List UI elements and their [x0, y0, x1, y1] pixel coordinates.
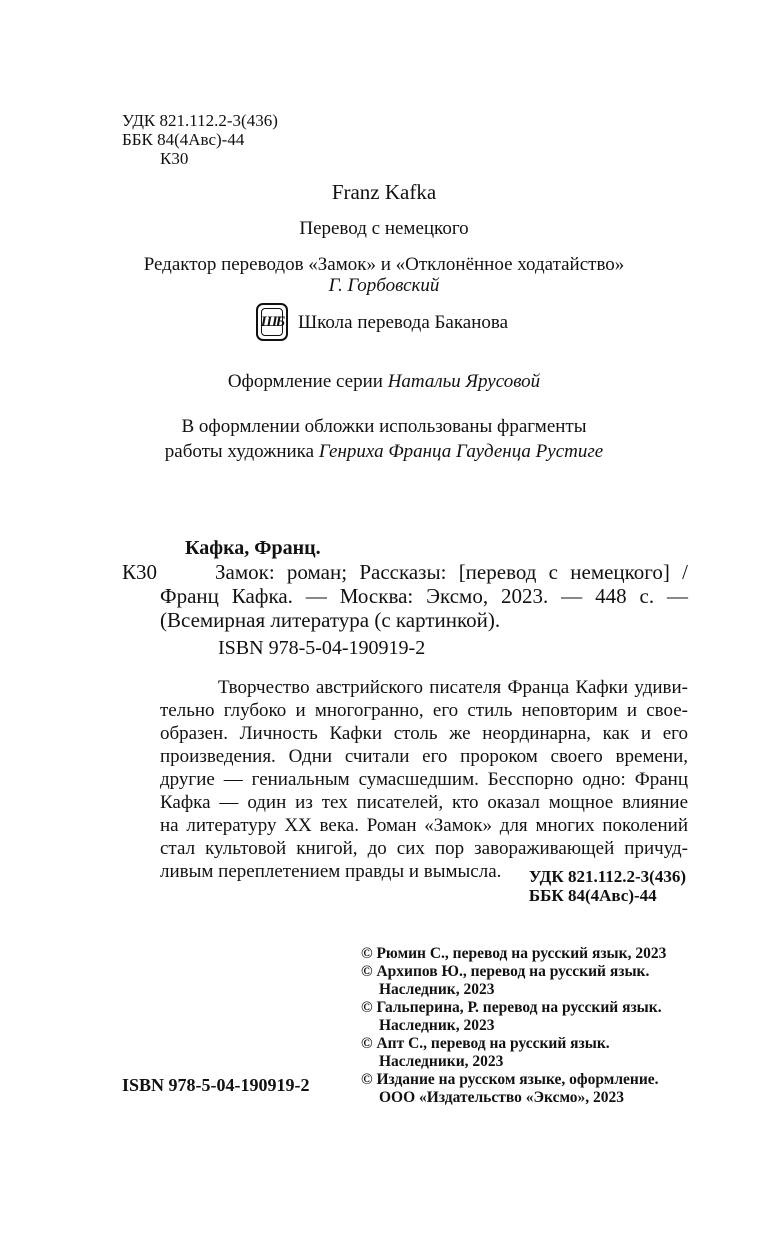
copyright-line: Наследник, 2023: [379, 981, 495, 998]
isbn-bottom: ISBN 978-5-04-190919-2: [122, 1075, 310, 1095]
copyright-line: © Издание на русском языке, оформление.: [361, 1071, 659, 1088]
bibliography-description: [160, 560, 688, 632]
author-original-name: Franz Kafka: [331, 180, 437, 204]
annotation-line: стал культовой книгой, до сих пор завораживающей причуд-: [160, 838, 688, 859]
school-logo-icon: [256, 303, 288, 341]
annotation-line: на литературу XX века. Роман «Замок» для многих поколений: [160, 815, 688, 836]
annotation-line: образен. Личность Кафки столь же неординарна, как и его: [160, 723, 688, 744]
bibliography-cipher: К30: [122, 560, 158, 584]
annotation-line: другие — гениальным сумасшедшим. Бесспорно одно: Франц: [160, 769, 688, 790]
bbk-code-top: ББК 84(4Авс)-44: [122, 130, 245, 149]
translated-from: Перевод с немецкого: [299, 218, 469, 239]
annotation-line: тельно глубоко и многогранно, его стиль неповторим и свое-: [160, 700, 688, 721]
annotation-line: ливым переплетением правды и вымысла.: [160, 861, 502, 882]
bibliography-line: Франц Кафка. — Москва: Эксмо, 2023. — 448 с. —: [160, 584, 688, 608]
school-name: Школа перевода Баканова: [298, 311, 509, 333]
bibliography-isbn: ISBN 978-5-04-190919-2: [218, 637, 426, 659]
annotation-line: Творчество австрийского писателя Франца Кафки удиви-: [218, 677, 688, 698]
copyright-line: © Гальперина, Р. перевод на русский язык.: [361, 999, 662, 1016]
udk-code-top: УДК 821.112.2-3(436): [122, 111, 278, 130]
cover-credit-line1: В оформлении обложки использованы фрагменты: [181, 416, 587, 437]
annotation-line: произведения. Одни считали его пророком своего времени,: [160, 746, 688, 767]
copyright-block: [361, 945, 666, 1107]
editor-name: Г. Горбовский: [328, 275, 440, 296]
copyright-line: © Архипов Ю., перевод на русский язык.: [361, 963, 650, 980]
annotation-line: Кафка — один из тех писателей, кто оказал мощное влияние: [160, 792, 688, 813]
series-design: [0, 370, 768, 393]
bibliography-line: Замок: роман; Рассказы: [перевод с немецкого] /: [215, 560, 688, 584]
classification-bottom: [529, 867, 686, 905]
cover-credit-line2: [0, 440, 768, 463]
series-design-label: Оформление серии: [227, 371, 388, 392]
copyright-line: Наследники, 2023: [379, 1053, 504, 1070]
cover-artist-name: Генриха Франца Гауденца Рустиге: [318, 441, 604, 462]
bbk-code-bottom: ББК 84(4Авс)-44: [528, 886, 657, 905]
author-cipher-top: К30: [160, 149, 189, 168]
copyright-line: Наследник, 2023: [379, 1017, 495, 1034]
translation-school: [256, 303, 508, 341]
cover-artist-label: работы художника: [164, 441, 319, 462]
copyright-line: ООО «Издательство «Эксмо», 2023: [379, 1089, 625, 1106]
annotation: [160, 676, 688, 883]
bibliography-author: Кафка, Франц.: [185, 537, 321, 559]
school-logo-text: ШБ: [260, 314, 284, 330]
udk-code-bottom: УДК 821.112.2-3(436): [528, 867, 686, 886]
editor-label: Редактор переводов «Замок» и «Отклонённое ходатайство»: [143, 254, 625, 275]
copyright-line: © Рюмин С., перевод на русский язык, 2023: [361, 945, 667, 962]
series-designer-name: Натальи Ярусовой: [387, 371, 541, 392]
copyright-line: © Апт С., перевод на русский язык.: [361, 1035, 610, 1052]
bibliography-line: (Всемирная литература (с картинкой).: [160, 608, 501, 632]
